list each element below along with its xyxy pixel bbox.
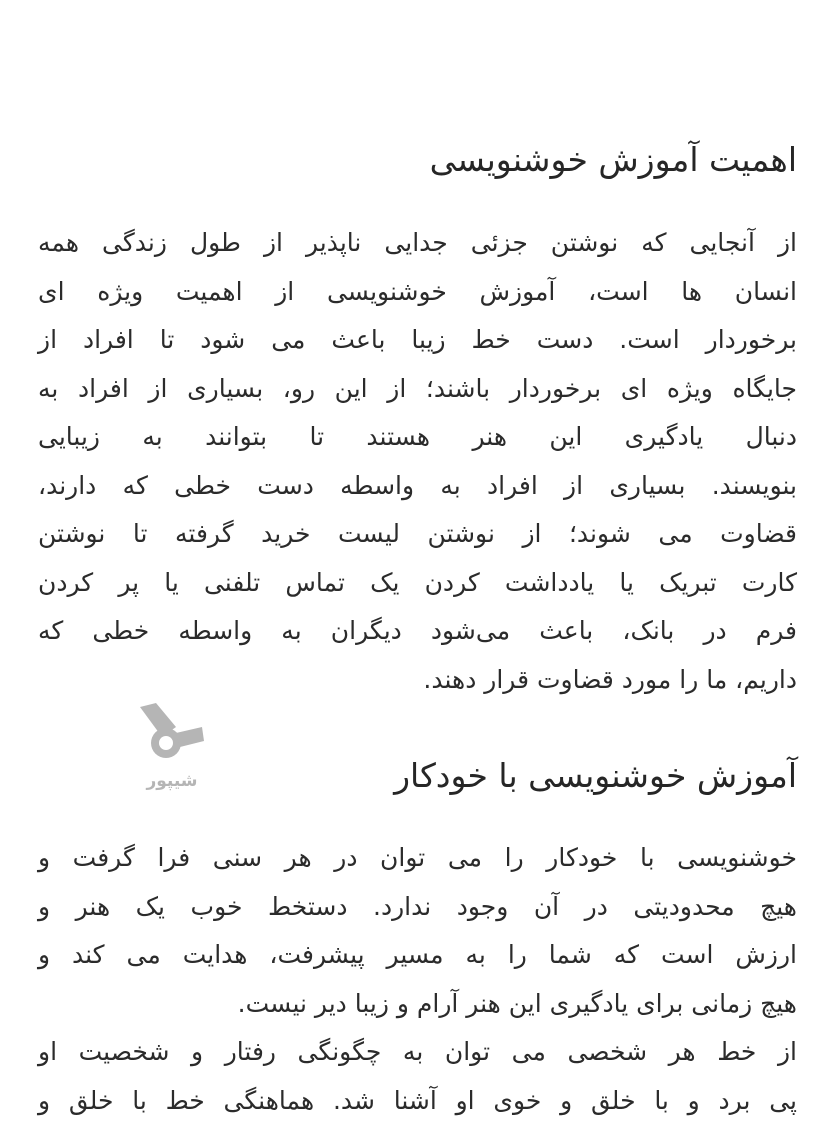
paragraph-line: ارزش است که شما را به مسیر پیشرفت، هدایت می کند و	[38, 940, 797, 969]
paragraph-line: از خط هر شخصی می توان به چگونگی رفتار و شخصیت او	[38, 1037, 797, 1066]
paragraph-line: بنویسند. بسیاری از افراد به واسطه دست خطی که دارند،	[38, 470, 797, 500]
paragraph-line: قضاوت می شوند؛ از نوشتن لیست خرید گرفته تا نوشتن	[38, 519, 797, 548]
paragraph	[38, 834, 797, 1125]
paragraph-line: کارت تبریک یا یادداشت کردن یک تماس تلفنی یا پر کردن	[38, 567, 797, 597]
paragraph-line: پی برد و با خلق و خوی او آشنا شد. هماهنگی خط با خلق و	[38, 1085, 797, 1115]
paragraph-line: خوشنویسی با خودکار را می توان در هر سنی فرا گرفت و	[38, 843, 797, 872]
section-heading: اهمیت آموزش خوشنویسی	[429, 140, 797, 179]
horn-icon	[132, 703, 212, 765]
paragraph-line: فرم در بانک، باعث می‌شود دیگران به واسطه خطی که	[38, 616, 797, 645]
paragraph-line: برخوردار است. دست خط زیبا باعث می شود تا افراد از	[38, 325, 797, 354]
paragraph-line: انسان ها است، آموزش خوشنویسی از اهمیت ویژه ای	[38, 276, 797, 306]
paragraph	[38, 219, 797, 704]
watermark-logo	[132, 703, 212, 793]
paragraph-line: هیچ محدودیتی در آن وجود ندارد. دستخط خوب یک هنر و	[38, 891, 797, 921]
watermark-text: شیپور	[146, 771, 198, 791]
section-heading: آموزش خوشنویسی با خودکار	[394, 756, 797, 795]
paragraph-line: دنبال یادگیری این هنر هستند تا بتوانند به زیبایی	[38, 422, 797, 451]
paragraph-line: داریم، ما را مورد قضاوت قرار دهند.	[423, 664, 797, 694]
paragraph-line: هیچ زمانی برای یادگیری این هنر آرام و زیبا دیر نیست.	[237, 988, 797, 1018]
paragraph-line: جایگاه ویژه ای برخوردار باشند؛ از این رو، بسیاری از افراد به	[38, 373, 797, 403]
paragraph-line: از آنجایی که نوشتن جزئی جدایی ناپذیر از طول زندگی همه	[38, 228, 797, 257]
